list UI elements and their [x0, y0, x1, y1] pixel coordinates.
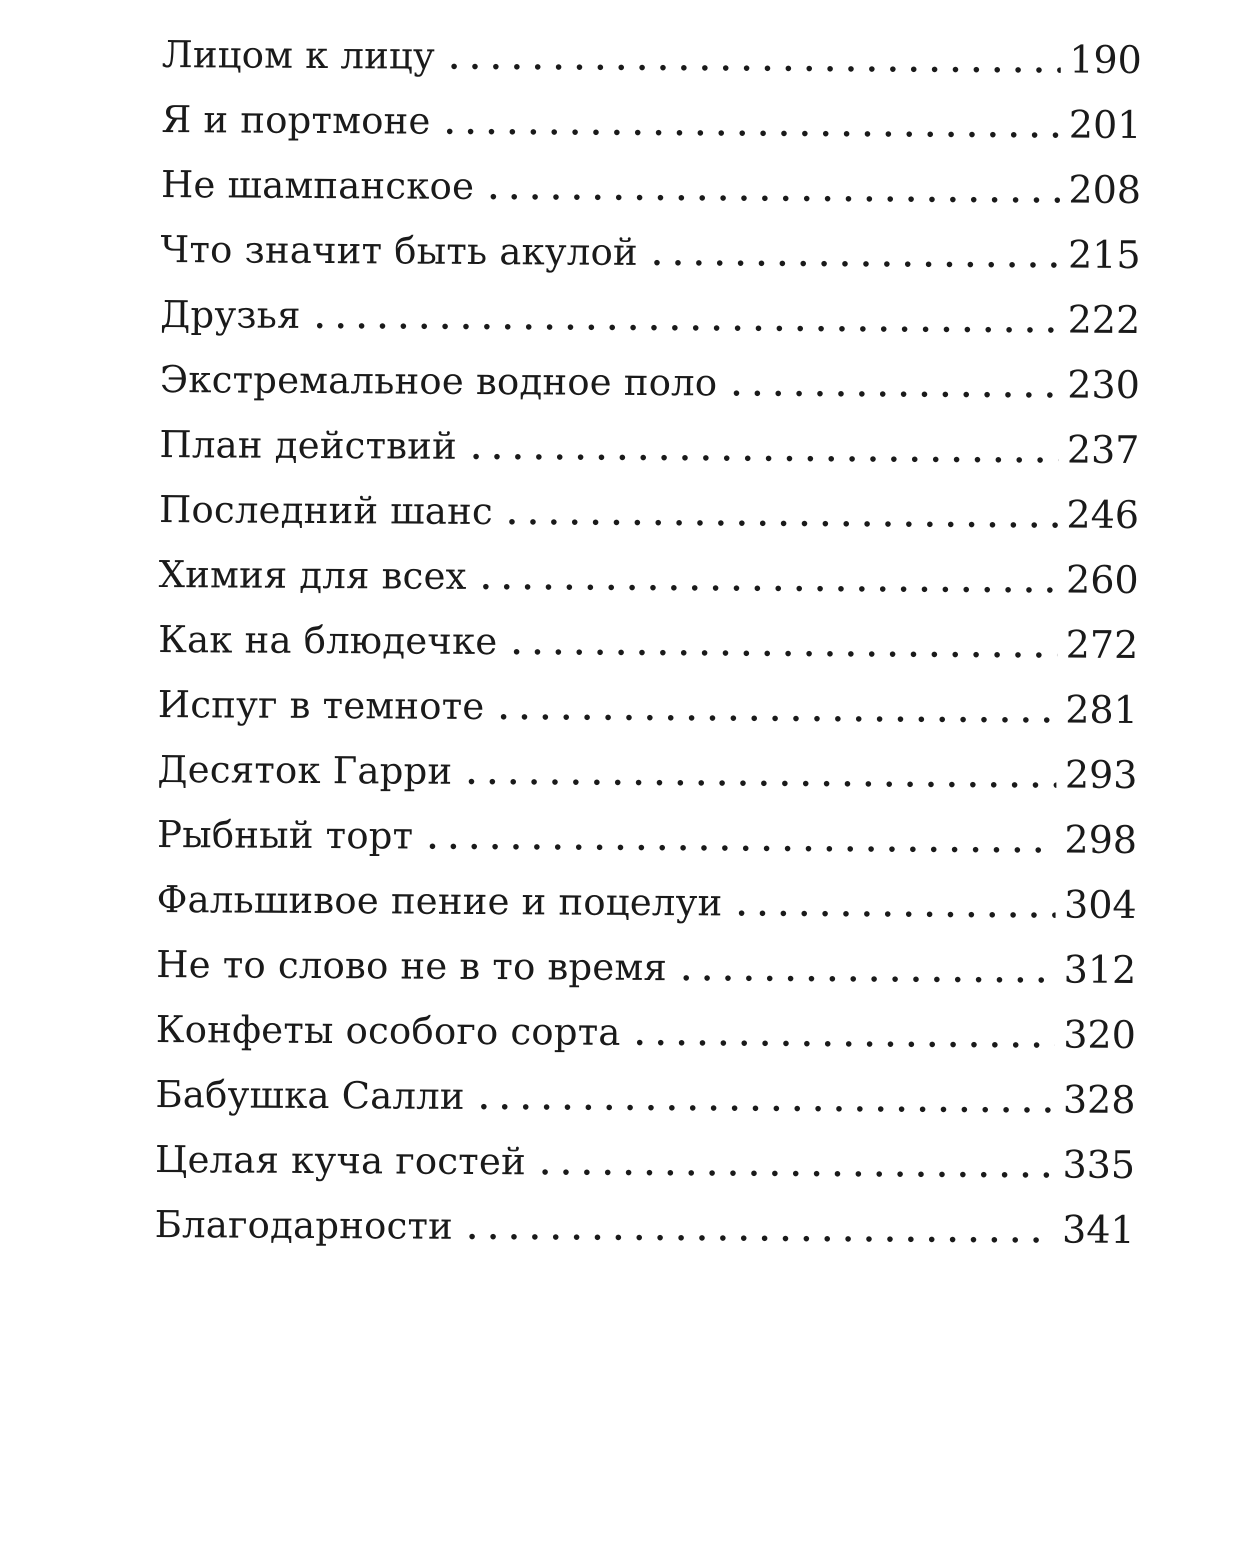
toc-dot-leader [652, 223, 1061, 290]
toc-dot-leader [507, 482, 1059, 550]
toc-entry-page: 341 [1061, 1207, 1135, 1252]
toc-entry-page: 335 [1062, 1142, 1136, 1187]
toc-entry-title: Фальшивое пение и поцелуи [156, 877, 723, 925]
toc-entry-page: 298 [1064, 817, 1138, 862]
toc-entry-page: 190 [1069, 37, 1142, 82]
toc-entry-page: 246 [1066, 492, 1140, 537]
toc-entry-page: 237 [1066, 427, 1140, 472]
toc-entry [159, 412, 1139, 483]
toc-entry-title: Экстремальное водное поло [159, 358, 718, 405]
toc-entry [159, 477, 1139, 548]
toc-entry-title: Что значит быть акулой [160, 228, 639, 274]
toc-entry [161, 152, 1141, 223]
toc-entry [158, 672, 1138, 743]
toc-entry-page: 272 [1065, 622, 1139, 667]
toc-dot-leader [540, 1132, 1055, 1200]
toc-entry-title: Испуг в темноте [157, 683, 485, 728]
toc-entry [162, 22, 1142, 93]
toc-entry-title: Целая куча гостей [154, 1137, 527, 1184]
toc-dot-leader [480, 547, 1058, 616]
table-of-contents [154, 22, 1142, 1263]
toc-dot-leader [467, 1197, 1055, 1266]
toc-dot-leader [681, 938, 1056, 1005]
toc-entry-title: Конфеты особого сорта [155, 1007, 621, 1054]
toc-dot-leader [427, 807, 1057, 876]
toc-entry-page: 201 [1068, 102, 1142, 147]
toc-entry [160, 282, 1140, 353]
toc-dot-leader [479, 1067, 1056, 1136]
toc-entry-title: Бабушка Салли [155, 1072, 465, 1118]
toc-entry-page: 304 [1063, 882, 1137, 927]
toc-entry [157, 802, 1137, 873]
toc-entry-title: Химия для всех [158, 553, 467, 598]
toc-entry [156, 867, 1136, 938]
toc-entry [160, 217, 1140, 288]
toc-entry-page: 230 [1067, 362, 1140, 407]
toc-entry-page: 222 [1067, 297, 1141, 342]
toc-entry-title: Благодарности [154, 1202, 454, 1248]
toc-dot-leader [498, 677, 1057, 745]
toc-dot-leader [634, 1003, 1055, 1071]
toc-entry [155, 1127, 1135, 1198]
toc-dot-leader [731, 353, 1059, 420]
toc-entry-title: Рыбный торт [156, 812, 414, 858]
toc-entry-title: План действий [159, 423, 458, 468]
toc-entry [156, 932, 1136, 1003]
toc-entry-page: 281 [1065, 687, 1138, 732]
toc-entry-title: Не шампанское [160, 163, 475, 208]
toc-dot-leader [511, 612, 1058, 680]
toc-dot-leader [449, 27, 1062, 96]
toc-entry-page: 215 [1067, 232, 1141, 277]
toc-entry-title: Я и портмоне [161, 98, 431, 143]
toc-entry-title: Последний шанс [158, 488, 494, 534]
toc-dot-leader [314, 286, 1059, 356]
toc-entry-title: Десяток Гарри [157, 748, 453, 793]
toc-dot-leader [444, 92, 1061, 161]
toc-entry [158, 542, 1138, 613]
toc-dot-leader [471, 417, 1059, 486]
toc-entry-page: 293 [1064, 752, 1138, 797]
toc-entry [160, 347, 1140, 418]
toc-entry [155, 1062, 1135, 1133]
toc-entry [156, 997, 1136, 1068]
toc-entry-title: Друзья [160, 293, 301, 337]
toc-entry [158, 607, 1138, 678]
toc-entry-title: Не то слово не в то время [156, 942, 668, 990]
toc-entry [154, 1192, 1134, 1263]
toc-entry-title: Лицом к лицу [161, 33, 436, 78]
toc-entry-page: 328 [1062, 1077, 1136, 1122]
toc-entry-page: 260 [1065, 557, 1139, 602]
toc-entry-page: 320 [1063, 1012, 1136, 1057]
toc-entry [157, 737, 1137, 808]
toc-entry-page: 208 [1068, 167, 1142, 212]
toc-dot-leader [736, 874, 1056, 941]
toc-entry-page: 312 [1063, 947, 1137, 992]
toc-dot-leader [488, 157, 1061, 225]
toc-entry [161, 87, 1141, 158]
toc-entry-title: Как на блюдечке [158, 618, 498, 664]
toc-dot-leader [466, 742, 1057, 811]
